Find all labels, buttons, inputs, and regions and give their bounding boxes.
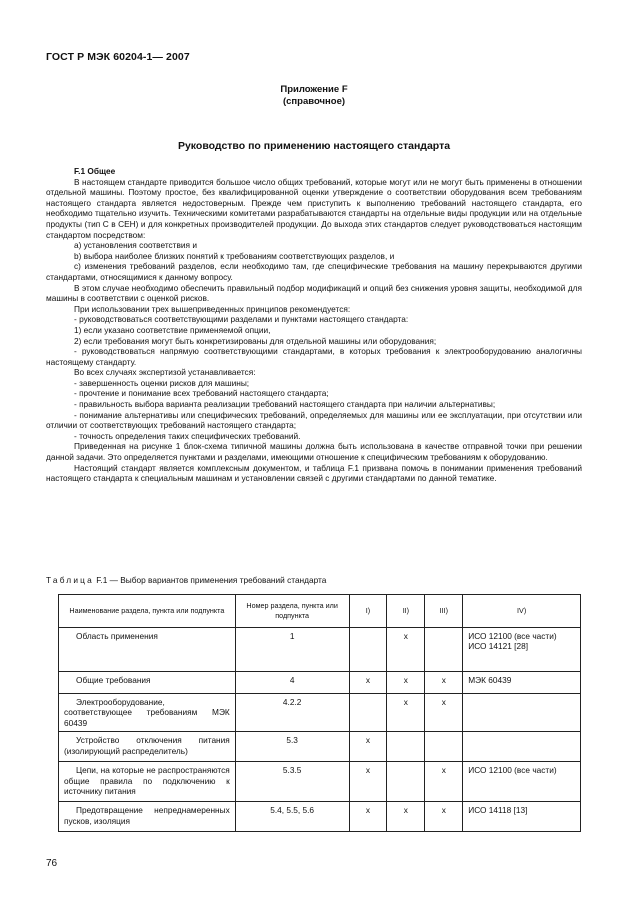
subsection-title: F.1 Общее — [74, 166, 116, 176]
cell-option-ii: x — [387, 672, 425, 694]
annex-title: Приложение F — [280, 84, 348, 95]
cell-option-iv — [463, 694, 581, 732]
cell-option-ii: x — [387, 628, 425, 672]
cell-section-name: Цепи, на которые не распространяются общие правила по подключению к источнику питания — [59, 762, 236, 802]
cell-section-number: 5.4, 5.5, 5.6 — [235, 802, 349, 832]
list-item: - точность определения таких специфических требований. — [74, 430, 301, 441]
list-item: 1) если указано соответствие применяемой опции, — [74, 324, 271, 335]
cell-option-iii: x — [425, 802, 463, 832]
cell-section-number: 5.3.5 — [235, 762, 349, 802]
table-row — [59, 672, 581, 694]
cell-option-ii: x — [387, 802, 425, 832]
paragraph: В настоящем стандарте приводится большое число общих требований, которые могут или не могут быть применены в отношении отдельной машины. Поэтому простое, без квалифицированной оценки утверждение о соответствии оборудования всем требованиям настоящего стандарта является недостоверным. Прежде чем приступить к выполнению требований настоящего стандарта, его необходимо тщательно изучить. Техническими комитетами разрабатываются стандарты на отдельные виды продукции или на отдельные продукты (тип С в СЕН) и для конкретных производителей продукции. До выхода этих стандартов следует руководствоваться настоящим стандартом посредством: — [46, 176, 582, 240]
cell-section-number: 1 — [235, 628, 349, 672]
table-row — [59, 732, 581, 762]
table-row — [59, 762, 581, 802]
table-caption-prefix: Таблица — [46, 575, 94, 585]
table-row — [59, 802, 581, 832]
document-header: ГОСТ Р МЭК 60204-1— 2007 — [46, 51, 190, 63]
page-number: 76 — [46, 858, 58, 869]
paragraph: с) изменения требований разделов, если необходимо там, где специфические требования на машину перекрываются другими стандартами, относящимися к данному вопросу. — [46, 261, 582, 282]
cell-option-i: x — [349, 802, 387, 832]
cell-option-iv: МЭК 60439 — [463, 672, 581, 694]
table-row — [59, 694, 581, 732]
cell-option-i — [349, 628, 387, 672]
list-item: b) выбора наиболее близких понятий к требованиям соответствующих разделов, и — [74, 250, 395, 261]
cell-option-iii — [425, 628, 463, 672]
list-item: - завершенность оценки рисков для машины; — [74, 377, 250, 388]
annex-kind: (справочное) — [282, 96, 346, 107]
cell-option-iii — [425, 732, 463, 762]
cell-section-name: Общие требования — [59, 672, 236, 694]
paragraph: Во всех случаях экспертизой устанавливается: — [74, 367, 256, 378]
cell-option-i — [349, 694, 387, 732]
list-item: - руководствоваться соответствующими разделами и пунктами настоящего стандарта: — [74, 314, 409, 325]
cell-option-iv — [463, 732, 581, 762]
cell-option-ii: x — [387, 694, 425, 732]
paragraph: Приведенная на рисунке 1 блок-схема типичной машины должна быть использована в качестве отправной точки при решении данной задачи. Это определяется пунктами и разделами, имеющими отношение к специфическим требованиям к оборудованию. — [46, 441, 582, 463]
cell-option-ii — [387, 732, 425, 762]
cell-option-iv: ИСО 14118 [13] — [463, 802, 581, 832]
cell-section-name: Электрооборудование, соответствующее требованиям МЭК 60439 — [59, 694, 236, 732]
list-item: a) установления соответствия и — [74, 240, 197, 251]
header-section-number: Номер раздела, пункта или подпункта — [235, 595, 349, 628]
paragraph: В этом случае необходимо обеспечить правильный подбор модификаций и опций без снижения уровня защиты, необходимой для машины в соответствии с оценкой рисков. — [46, 282, 582, 304]
header-section-name: Наименование раздела, пункта или подпункта — [59, 595, 236, 628]
header-option-iv: IV) — [463, 595, 581, 628]
paragraph: - понимание альтернативы или специфических требований, определяемых для машины или ее эксплуатации, при отсутствии или отличии от соответствующих требований настоящего стандарта; — [46, 409, 582, 431]
cell-option-ii — [387, 762, 425, 802]
paragraph-list — [46, 177, 582, 484]
body-text — [46, 166, 582, 484]
cell-option-iii: x — [425, 762, 463, 802]
cell-section-number: 4 — [235, 672, 349, 694]
paragraph: Настоящий стандарт является комплексным документом, и таблица F.1 призвана помочь в понимании применения требований настоящего стандарта к специальным машинам и установлении связей с другими стандартами по данной тематике. — [46, 462, 582, 484]
cell-section-name: Устройство отключения питания (изолирующий распределитель) — [59, 732, 236, 762]
cell-option-iv: ИСО 12100 (все части) ИСО 14121 [28] — [463, 628, 581, 672]
cell-option-i: x — [349, 762, 387, 802]
cell-option-i: x — [349, 672, 387, 694]
paragraph: - руководствоваться напрямую соответствующими стандартами, в которых требования к электрооборудованию аналогичны настоящему стандарту. — [46, 346, 582, 367]
list-item: - прочтение и понимание всех требований настоящего стандарта; — [74, 388, 329, 399]
table-header-row — [59, 595, 581, 628]
cell-option-i: x — [349, 732, 387, 762]
header-option-iii: III) — [425, 595, 463, 628]
cell-section-name: Область применения — [59, 628, 236, 672]
header-option-i: I) — [349, 595, 387, 628]
header-option-ii: II) — [387, 595, 425, 628]
table-caption — [46, 575, 326, 585]
table-row — [59, 628, 581, 672]
cell-option-iii: x — [425, 672, 463, 694]
table-caption-text: — Выбор вариантов применения требований стандарта — [109, 575, 327, 585]
cell-option-iv: ИСО 12100 (все части) — [463, 762, 581, 802]
cell-section-name: Предотвращение непреднамеренных пусков, изоляция — [59, 802, 236, 832]
paragraph: При использовании трех вышеприведенных принципов рекомендуется: — [74, 303, 351, 314]
cell-section-number: 4.2.2 — [235, 694, 349, 732]
section-title: Руководство по применению настоящего стандарта — [177, 140, 451, 152]
table-body — [59, 628, 581, 832]
cell-option-iii: x — [425, 694, 463, 732]
cell-section-number: 5.3 — [235, 732, 349, 762]
requirements-table — [58, 594, 581, 832]
paragraph: - правильность выбора варианта реализации требований настоящего стандарта при наличии альтернативы; — [74, 399, 496, 410]
table-caption-number: F.1 — [96, 575, 108, 585]
list-item: 2) если требования могут быть конкретизированы для отдельной машины или оборудования; — [74, 335, 437, 346]
